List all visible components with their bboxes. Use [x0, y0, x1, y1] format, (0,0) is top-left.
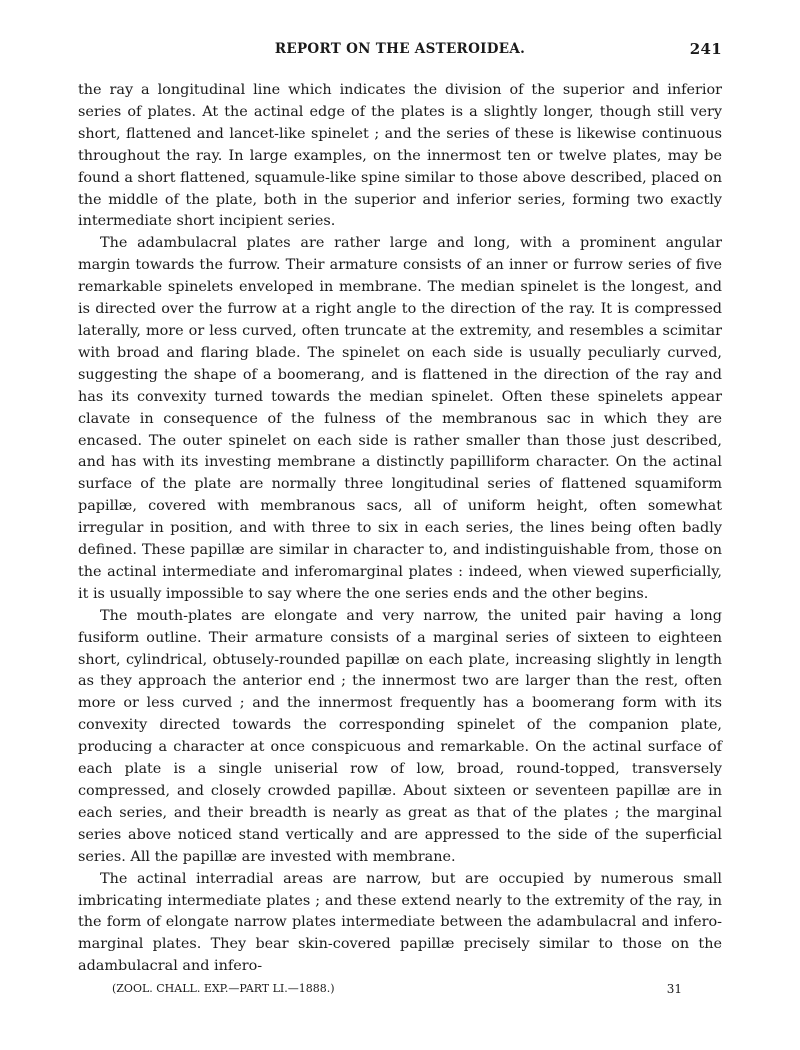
- page-footer: [78, 982, 722, 1000]
- paragraph-2: The adambulacral plates are rather large and long, with a prominent angular margin towards the furrow. Their armature consists of an inner or furrow series of five remarkable spinelets enveloped in membrane. The median spinelet is the longest, and is directed over the furrow at a right angle to the direction of the ray. It is compressed laterally, more or less curved, often truncate at the extremity, and resembles a scimitar with broad and flaring blade. The spinelet on each side is usually peculiarly curved, suggesting the shape of a boomerang, and is flattened in the direction of the ray and has its convexity turned towards the median spinelet. Often these spinelets appear clavate in consequence of the fulness of the membranous sac in which they are encased. The outer spinelet on each side is rather smaller than those just described, and has with its investing membrane a distinctly papilliform character. On the actinal surface of the plate are normally three longitudinal series of flattened squamiform papillæ, covered with membranous sacs, all of uniform height, often somewhat irregular in position, and with three to six in each series, the lines being often badly defined. These papillæ are similar in character to, and indistinguishable from, those on the actinal intermediate and inferomarginal plates : indeed, when viewed superficially, it is usually impossible to say where the one series ends and the other begins.: [78, 235, 722, 602]
- page-header: [78, 38, 722, 64]
- paragraph-1: the ray a longitudinal line which indicates the division of the superior and inferior series of plates. At the actinal edge of the plates is a slightly longer, though still very short, flattened and lancet-like spinelet ; and the series of these is likewise continuous throughout the ray. In large examples, on the innermost ten or twelve plates, may be found a short flattened, squamule-like spine similar to those above described, placed on the middle of the plate, both in the superior and inferior series, forming two exactly intermediate short incipient series.: [78, 82, 722, 230]
- footer-citation: (ZOOL. CHALL. EXP.—PART LI.—1888.): [112, 982, 335, 996]
- paragraph-4: The actinal interradial areas are narrow, but are occupied by numerous small imbricating intermediate plates ; and these extend nearly to the extremity of the ray, in the form of elongate narrow plates intermediate between the adambulacral and infero-marginal plates. They bear skin-covered papillæ precisely similar to those on the adambulacral and infero-: [78, 870, 722, 975]
- page: [78, 38, 722, 1000]
- paragraph-3: The mouth-plates are elongate and very narrow, the united pair having a long fusiform outline. Their armature consists of a marginal series of sixteen to eighteen short, cylindrical, obtusely-rounded papillæ on each plate, increasing slightly in length as they approach the anterior end ; the innermost two are larger than the rest, often more or less curved ; and the innermost frequently has a boomerang form with its convexity directed towards the corresponding spinelet of the companion plate, producing a character at once conspicuous and remarkable. On the actinal surface of each plate is a single uniserial row of low, broad, round-topped, transversely compressed, and closely crowded papillæ. About sixteen or seventeen papillæ are in each series, and their breadth is nearly as great as that of the plates ; the marginal series above noticed stand vertically and are appressed to the side of the superficial series. All the papillæ are invested with membrane.: [78, 607, 722, 865]
- signature-mark: 31: [666, 982, 682, 997]
- page-number: 241: [689, 40, 722, 58]
- body-text: [78, 80, 722, 978]
- running-head: REPORT ON THE ASTEROIDEA.: [274, 41, 526, 57]
